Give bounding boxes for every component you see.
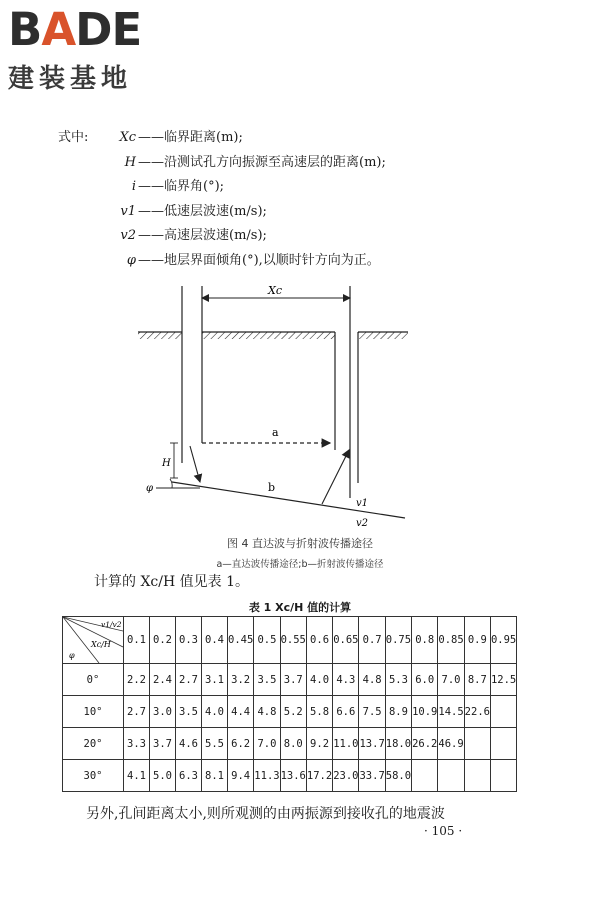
table-cell: 4.3 <box>333 664 359 696</box>
table-cell <box>464 760 490 792</box>
table-cell: 3.3 <box>124 728 150 760</box>
column-header: 0.3 <box>176 617 202 664</box>
xc-label: Xc <box>268 284 282 297</box>
wave-path-diagram <box>130 278 420 528</box>
table-cell: 11.3 <box>254 760 280 792</box>
table-row <box>63 664 517 696</box>
table-cell: 8.1 <box>202 760 228 792</box>
table-cell: 14.5 <box>438 696 464 728</box>
column-header: 0.65 <box>333 617 359 664</box>
table-row <box>63 760 517 792</box>
table-cell: 4.6 <box>176 728 202 760</box>
table-cell <box>438 760 464 792</box>
table-cell: 3.2 <box>228 664 254 696</box>
brand-logo <box>8 3 142 95</box>
table-cell: 5.5 <box>202 728 228 760</box>
figure-caption: 图 4 直达波与折射波传播途径 <box>227 537 373 550</box>
table-cell: 7.0 <box>254 728 280 760</box>
body-text-continuation: 另外,孔间距离太小,则所观测的由两振源到接收孔的地震波 <box>86 806 445 822</box>
table-cell: 4.4 <box>228 696 254 728</box>
refracted-wave-down <box>190 446 200 482</box>
table-cell: 6.6 <box>333 696 359 728</box>
brand-subtitle: 建装基地 <box>8 64 133 94</box>
column-header: 0.2 <box>150 617 176 664</box>
phi-label: φ <box>146 483 154 494</box>
table-cell: 8.9 <box>385 696 411 728</box>
corner-xch-label: Xc/H <box>91 640 111 649</box>
definition-symbol: φ <box>126 252 136 268</box>
table-cell: 13.7 <box>359 728 385 760</box>
table-cell: 6.3 <box>176 760 202 792</box>
table-row <box>63 696 517 728</box>
v2-label: v2 <box>356 518 369 528</box>
table-cell: 9.2 <box>306 728 332 760</box>
definition-text: ——沿测试孔方向振源至高速层的距离(m); <box>138 154 386 170</box>
column-header: 0.9 <box>464 617 490 664</box>
table-cell: 22.6 <box>464 696 490 728</box>
corner-ratio-label: v1/v2 <box>101 620 122 629</box>
table-cell: 23.0 <box>333 760 359 792</box>
table-cell: 11.0 <box>333 728 359 760</box>
table-cell: 4.1 <box>124 760 150 792</box>
column-header: 0.45 <box>228 617 254 664</box>
column-header: 0.8 <box>412 617 438 664</box>
table-cell: 3.1 <box>202 664 228 696</box>
xc-h-table <box>62 616 517 792</box>
column-header: 0.75 <box>385 617 411 664</box>
table-cell: 2.7 <box>176 664 202 696</box>
table-cell: 12.5 <box>490 664 516 696</box>
table-cell: 8.7 <box>464 664 490 696</box>
definition-text: ——低速层波速(m/s); <box>138 203 267 219</box>
table-title: 表 1 Xc/H 值的计算 <box>248 601 352 614</box>
table-cell: 18.0 <box>385 728 411 760</box>
definition-symbol: v1 <box>120 203 136 219</box>
definition-text: ——地层界面倾角(°),以顺时针方向为正。 <box>138 252 380 268</box>
table-cell: 26.2 <box>412 728 438 760</box>
table-cell: 4.8 <box>254 696 280 728</box>
table-cell: 5.0 <box>150 760 176 792</box>
column-header: 0.1 <box>124 617 150 664</box>
table-cell: 8.0 <box>280 728 306 760</box>
table-cell: 3.7 <box>280 664 306 696</box>
column-header: 0.6 <box>306 617 332 664</box>
table-cell: 6.2 <box>228 728 254 760</box>
refracted-wave-up <box>322 450 349 504</box>
table-cell: 58.0 <box>385 760 411 792</box>
v1-label: v1 <box>356 498 369 509</box>
row-header: 10° <box>63 696 124 728</box>
column-header: 0.85 <box>438 617 464 664</box>
table-cell: 2.7 <box>124 696 150 728</box>
ground-hatch-middle <box>202 332 335 339</box>
table-corner-cell <box>63 617 124 664</box>
corner-phi-label: φ <box>69 651 75 660</box>
ground-hatch-left <box>138 332 182 339</box>
refracted-wave-label: b <box>268 481 276 494</box>
definition-symbol: H <box>124 154 136 170</box>
table-cell: 13.6 <box>280 760 306 792</box>
table-cell: 17.2 <box>306 760 332 792</box>
table-cell: 7.0 <box>438 664 464 696</box>
column-header: 0.95 <box>490 617 516 664</box>
definition-text: ——临界角(°); <box>138 179 225 194</box>
table-cell: 3.7 <box>150 728 176 760</box>
column-header: 0.7 <box>359 617 385 664</box>
definition-text: ——临界距离(m); <box>138 130 243 145</box>
column-header: 0.5 <box>254 617 280 664</box>
brand-wordmark: BADE <box>8 3 142 56</box>
table-cell: 5.2 <box>280 696 306 728</box>
table-cell: 46.9 <box>438 728 464 760</box>
table-cell: 3.0 <box>150 696 176 728</box>
h-label: H <box>162 458 171 469</box>
table-cell: 4.0 <box>202 696 228 728</box>
table-cell: 7.5 <box>359 696 385 728</box>
table-cell: 10.9 <box>412 696 438 728</box>
table-cell <box>464 728 490 760</box>
table-cell <box>490 696 516 728</box>
table-row <box>63 728 517 760</box>
calc-sentence: 计算的 Xc/H 值见表 1。 <box>94 574 249 590</box>
direct-wave-label: a <box>272 426 279 439</box>
ground-hatch-right <box>358 332 408 339</box>
table-cell <box>412 760 438 792</box>
column-header: 0.4 <box>202 617 228 664</box>
table-cell <box>490 760 516 792</box>
table-cell: 3.5 <box>176 696 202 728</box>
table-cell: 6.0 <box>412 664 438 696</box>
definition-symbol: Xc <box>119 130 136 145</box>
table-cell: 4.0 <box>306 664 332 696</box>
figure-subcaption: a—直达波传播途径;b—折射波传播途径 <box>216 559 384 570</box>
column-header: 0.55 <box>280 617 306 664</box>
table-cell: 5.8 <box>306 696 332 728</box>
definition-symbol: v2 <box>120 228 136 243</box>
table-cell: 2.4 <box>150 664 176 696</box>
table-cell: 2.2 <box>124 664 150 696</box>
row-header: 30° <box>63 760 124 792</box>
table-cell <box>490 728 516 760</box>
definition-symbol: i <box>131 179 136 194</box>
row-header: 20° <box>63 728 124 760</box>
row-header: 0° <box>63 664 124 696</box>
table-cell: 33.7 <box>359 760 385 792</box>
layer-interface <box>172 482 405 518</box>
table-cell: 3.5 <box>254 664 280 696</box>
table-cell: 9.4 <box>228 760 254 792</box>
definitions-prefix: 式中: <box>58 130 89 145</box>
table-header-row <box>63 617 517 664</box>
table-cell: 5.3 <box>385 664 411 696</box>
page-number: · 105 · <box>424 824 463 838</box>
table-cell: 4.8 <box>359 664 385 696</box>
definition-text: ——高速层波速(m/s); <box>138 228 267 243</box>
corner-diagonals <box>63 617 123 663</box>
